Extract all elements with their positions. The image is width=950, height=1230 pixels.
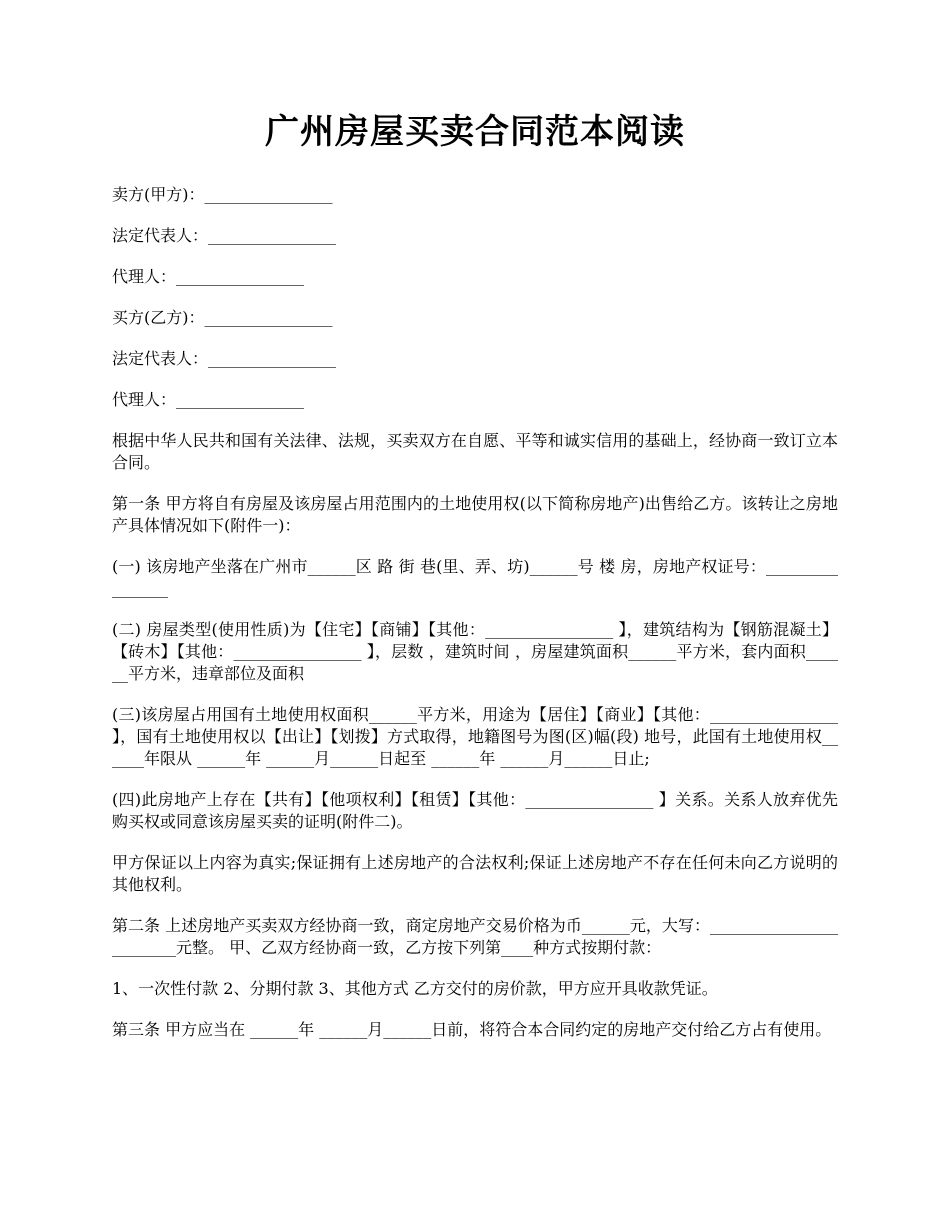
seller-guarantee-paragraph: 甲方保证以上内容为真实;保证拥有上述房地产的合法权利;保证上述房地产不存在任何未向乙方说明的其他权利。 (112, 853, 838, 895)
buyer-field: 买方(乙方)：________________ (112, 308, 333, 328)
clause-2-house-type-paragraph: (二) 房屋类型(使用性质)为【住宅】【商铺】【其他：________________ 】，建筑结构为【钢筋混凝土】【砖木】【其他：________________ 】，层数 ，建筑时间 ，房屋建筑面积______平方米，套内面积______平方米，违章部位及面积 (112, 620, 838, 684)
clause-1-location-paragraph: (一) 该房地产坐落在广州市______区 路 街 巷(里、弄、坊)______号 楼 房，房地产权证号：________________ (112, 557, 838, 599)
article-2-price-paragraph: 第二条 上述房地产买卖双方经协商一致，商定房地产交易价格为币______元，大写：________________________元整。 甲、乙双方经协商一致，乙方按下列第____种方式按期付款： (112, 916, 838, 958)
buyer-legal-rep-field: 法定代表人：________________ (112, 349, 337, 369)
article-3-delivery-paragraph: 第三条 甲方应当在 ______年 ______月______日前，将符合本合同约定的房地产交付给乙方占有使用。 (112, 1020, 832, 1040)
document-title: 广州房屋买卖合同范本阅读 (265, 112, 685, 152)
seller-field: 卖方(甲方)：________________ (112, 185, 333, 205)
seller-agent-field: 代理人：________________ (112, 267, 305, 287)
payment-methods-paragraph: 1、一次性付款 2、分期付款 3、其他方式 乙方交付的房价款，甲方应开具收款凭证。 (112, 979, 718, 999)
contract-page (112, 110, 838, 1060)
clause-3-land-use-paragraph: (三)该房屋占用国有土地使用权面积______平方米，用途为【居住】【商业】【其他：________________ 】，国有土地使用权以【出让】【划拨】方式取得，地籍图号为图(区)幅(段) 地号，此国有土地使用权______年限从 ______年 ______月______日起至 ______年 ______月______日止; (112, 705, 838, 769)
seller-legal-rep-field: 法定代表人：________________ (112, 226, 337, 246)
buyer-agent-field: 代理人：________________ (112, 390, 305, 410)
preamble-paragraph: 根据中华人民共和国有关法律、法规，买卖双方在自愿、平等和诚实信用的基础上，经协商一致订立本合同。 (112, 431, 838, 473)
article-1-paragraph: 第一条 甲方将自有房屋及该房屋占用范围内的土地使用权(以下简称房地产)出售给乙方。该转让之房地产具体情况如下(附件一)： (112, 494, 838, 536)
clause-4-rights-paragraph: (四)此房地产上存在【共有】【他项权利】【租赁】【其他：________________ 】关系。关系人放弃优先购买权或同意该房屋买卖的证明(附件二)。 (112, 790, 838, 832)
